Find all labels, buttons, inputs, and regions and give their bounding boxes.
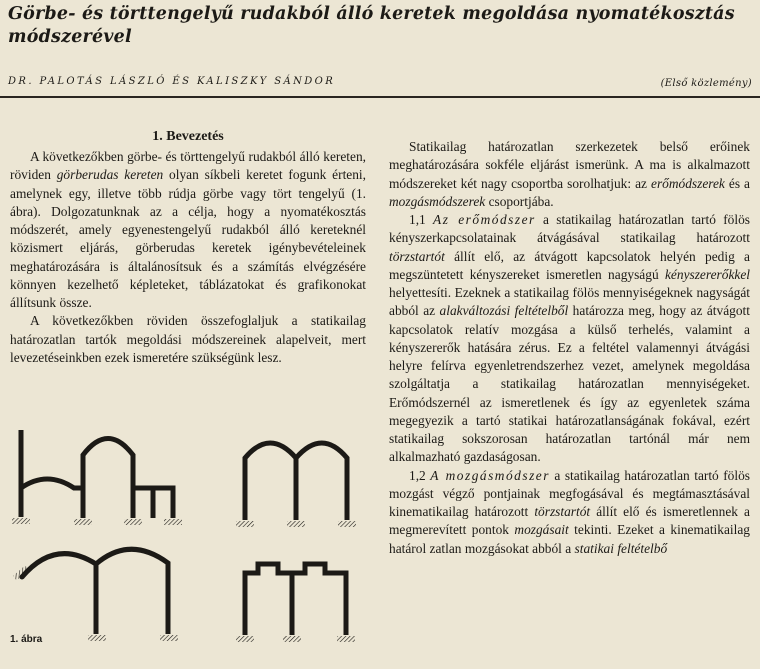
spaced-emphasis: Az erőmódszer: [433, 212, 536, 227]
text-run: a statikailag határozatlan tartó fölös mozgást végző pontjainak megfogásával és megtámasztásával kinematikailag határozott: [389, 467, 751, 519]
fixed-support: [74, 519, 92, 525]
frame-broken-axis: [245, 564, 346, 635]
text-run: a statikailag határozatlan tartó fölös kényszerkapcsolatainak átvágásával statikailag határozott: [389, 212, 750, 246]
frame-double-arch: [245, 443, 347, 520]
figure-label: 1. ábra: [10, 634, 43, 645]
fixed-support: [164, 519, 182, 525]
paragraph: [10, 148, 366, 312]
hinge: [20, 575, 25, 580]
article-title: Görbe- és törttengelyű rudakból álló keretek megoldása nyomatékosztás módszerével: [8, 4, 735, 47]
publication-notice: (Első közlemény): [660, 78, 752, 89]
text-run: határozza meg, hogy az átvágott kapcsolatok relatív mozgása a külső terhelés, valamint a kényszererők hatására zérus. Ez a feltétel valamennyi átvágási helyre felírva egyenletrendszerhez vezet, amelynek megoldása szolgáltatja a statikailag határozatlan mennyiségeket. Erőmódszernél az ismeretlenek és így az egyenletek száma megegyezik a tartó statikai határozatlanságának fokával, ezért statikailag sokszorosan határozatlan tartónál már nem alkalmazható gazdaságosan.: [389, 303, 750, 465]
fixed-support: [12, 518, 30, 524]
fixed-support: [338, 521, 356, 527]
emphasis: statikai feltételbő: [574, 540, 668, 556]
text-run: 1,2: [409, 467, 431, 483]
fixed-support: [124, 519, 142, 525]
emphasis: kényszererőkkel: [664, 266, 750, 282]
authors: DR. PALOTÁS LÁSZLÓ ÉS KALISZKY SÁNDOR: [8, 76, 336, 87]
text-run: A következőkben görbe- és törttengelyű rudakból álló kereten, röviden: [10, 149, 366, 183]
section-heading: 1. Bevezetés: [152, 129, 224, 144]
emphasis: törzstartót: [534, 504, 591, 519]
fixed-support: [236, 521, 254, 527]
paragraph: [389, 211, 750, 467]
emphasis: alakváltozási feltételből: [439, 303, 569, 319]
text-run: állít elő, az átvágott kapcsolatok helyén pedig a megszüntetett kényszereket ismeretlen nagyságú: [389, 248, 750, 282]
paragraph: A következőkben röviden összefoglaljuk a statikailag határozatlan tartók megoldási módszereinek alapelveit, mert levezetéseinkben ezek ismeretére szükségünk lesz.: [10, 313, 366, 365]
emphasis: mozgásmódszerek: [389, 193, 486, 209]
hinge: [166, 561, 170, 565]
text-run: tekinti. Ezeket a kinematikailag határol zatlan mozgásokat abból a: [389, 522, 750, 556]
spaced-emphasis: A mozgásmódszer: [430, 467, 550, 483]
fixed-support: [283, 636, 301, 642]
emphasis: mozgásait: [514, 522, 569, 538]
text-run: olyan síkbeli keretet fogunk érteni, amelynek egy, illetve több rúdja görbe vagy tört tengelyű (1. ábra). Dolgozatunknak az a célja, hogy a nyomatékosztás módszerét, amely egyenestengelyű rudakból álló kereteknél közismert eljárás, görberudas keretek igénybevételeinek meghatározására is általánosítsuk és a számítás elvégzésére könnyen kezelhető képleteket, táblázatokat és grafikonokat állítsunk össze.: [10, 167, 366, 310]
fixed-support: [337, 636, 355, 642]
header-rule: [0, 96, 760, 98]
emphasis: görberudas kereten: [56, 167, 164, 183]
text-run: állít elő és ismeretlennek a megmerevített pontok: [389, 504, 750, 538]
text-run: helyettesíti. Ezeknek a statikailag fölös mennyiségeknek nagyságát abból az: [389, 285, 750, 319]
paragraph: [389, 138, 750, 211]
frame-arch-curved: [22, 549, 168, 634]
right-column: [389, 138, 750, 558]
emphasis: erőmódszerek: [651, 175, 725, 191]
text-run: és a: [724, 175, 750, 191]
fixed-support: [236, 636, 254, 642]
left-column: [10, 128, 366, 367]
text-run: Statikailag határozatlan szerkezetek belső erőinek meghatározására sokféle eljárást ismerünk. A ma is alkalmazott módszereket két nagy csoportba sorolhatjuk: az: [389, 139, 750, 191]
fixed-support: [160, 635, 178, 641]
fixed-support: [88, 635, 106, 641]
text-run: csoportjába.: [485, 193, 554, 209]
frame-arch-multispan: [21, 430, 173, 518]
frame-figure: [0, 430, 380, 669]
emphasis: törzstartót: [389, 248, 445, 264]
paragraph: [389, 467, 750, 558]
fixed-support: [287, 521, 305, 527]
text-run: 1,1: [409, 212, 434, 227]
